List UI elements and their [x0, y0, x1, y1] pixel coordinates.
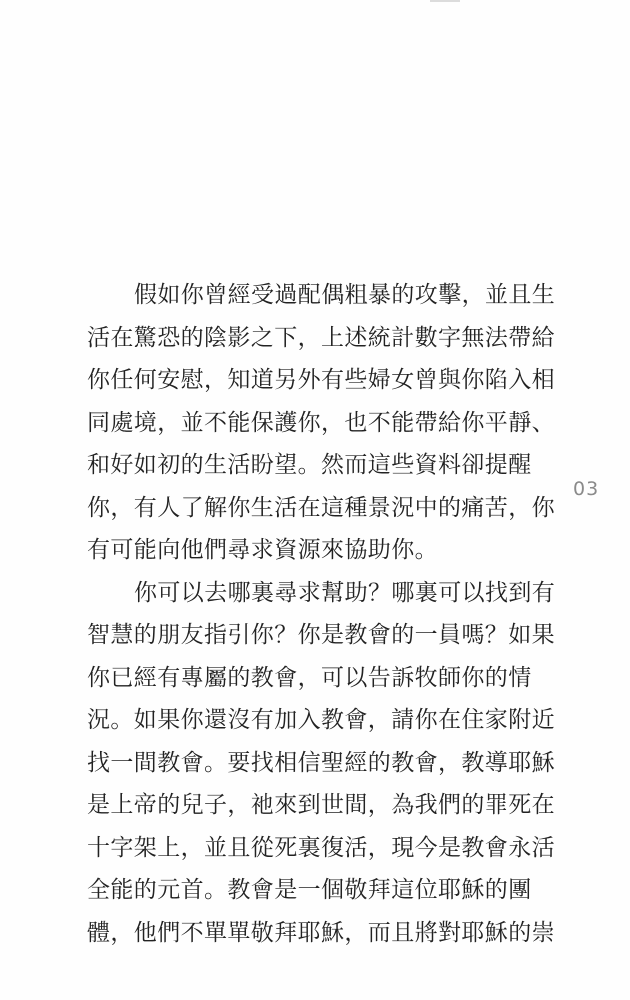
paragraph-2-line-1: 你可以去哪裏尋求幫助？哪裏可以找到有	[134, 579, 556, 606]
paragraph-1-line-2: 活在驚恐的陰影之下，上述統計數字無法帶給	[87, 324, 555, 351]
body-text	[87, 274, 556, 954]
scan-mark	[430, 0, 460, 2]
paragraph-1-line-4: 同處境，並不能保護你，也不能帶給你平靜、	[87, 409, 555, 436]
paragraph-2-line-7: 十字架上，並且從死裏復活，現今是教會永活	[87, 834, 555, 861]
paragraph-1-line-1: 假如你曾經受過配偶粗暴的攻擊，並且生	[134, 282, 556, 308]
paragraph-1-line-7: 有可能向他們尋求資源來協助你。	[87, 537, 438, 563]
paragraph-2-line-9: 體，他們不單單敬拜耶穌，而且將對耶穌的崇	[87, 919, 555, 946]
paragraph-2-line-2: 智慧的朋友指引你？你是教會的一員嗎？如果	[87, 622, 555, 648]
paragraph-2-line-3: 你已經有專屬的教會，可以告訴牧師你的情	[87, 664, 532, 691]
paragraph-1-line-6: 你，有人了解你生活在這種景況中的痛苦，你	[87, 494, 555, 521]
paragraph-2-line-8: 全能的元首。教會是一個敬拜這位耶穌的團	[87, 877, 532, 903]
paragraph-1-line-5: 和好如初的生活盼望。然而這些資料卻提醒	[87, 452, 532, 478]
paragraph-1-line-3: 你任何安慰，知道另外有些婦女曾與你陷入相	[87, 367, 555, 393]
paragraph-2-line-5: 找一間教會。要找相信聖經的教會，教導耶穌	[87, 749, 555, 776]
page-number: 03	[573, 478, 600, 500]
paragraph-2-line-4: 況。如果你還沒有加入教會，請你在住家附近	[87, 707, 555, 733]
paragraph-2-line-6: 是上帝的兒子，祂來到世間，為我們的罪死在	[87, 792, 555, 818]
